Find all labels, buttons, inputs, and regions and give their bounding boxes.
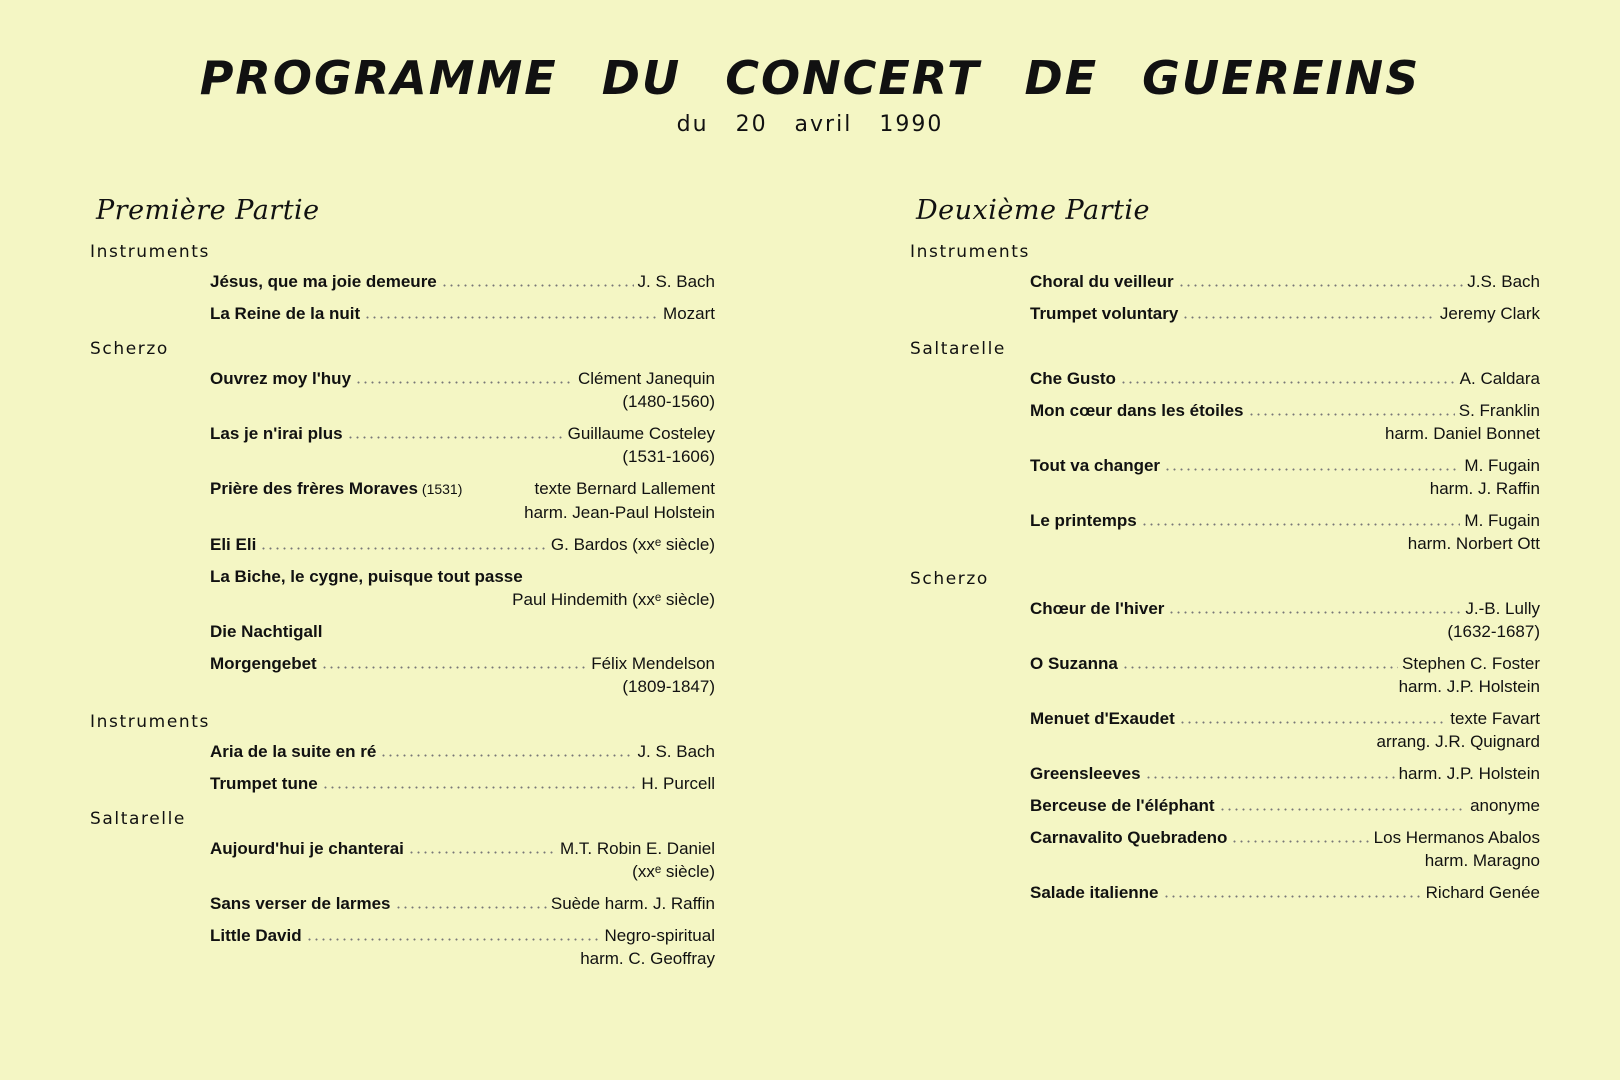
piece-title: Chœur de l'hiver — [1030, 599, 1165, 618]
composer-detail: harm. J.P. Holstein — [1398, 677, 1540, 696]
section-title: Instruments — [90, 712, 210, 732]
piece-line — [210, 892, 715, 915]
dot-leader — [322, 786, 638, 789]
composer: S. Franklin — [1458, 401, 1540, 420]
dot-leader — [408, 851, 556, 854]
piece-entry — [1030, 762, 1540, 785]
piece-title: Ouvrez moy l'huy — [210, 369, 352, 388]
piece-line — [1030, 597, 1540, 620]
piece-entry — [1030, 597, 1540, 643]
piece-entry — [210, 837, 715, 883]
dot-leader — [1219, 808, 1467, 811]
dot-leader — [260, 547, 547, 550]
piece-title: Berceuse de l'éléphant — [1030, 796, 1215, 815]
dot-leader — [1168, 611, 1461, 614]
composer-detail: (1632-1687) — [1447, 622, 1540, 641]
piece-year: (1531) — [421, 481, 463, 497]
section-title: Saltarelle — [910, 339, 1006, 359]
piece-title: Trumpet tune — [210, 774, 318, 793]
program-header — [0, 50, 1620, 137]
piece-title: Mon cœur dans les étoiles — [1030, 401, 1244, 420]
program-section — [90, 242, 715, 325]
part-title: Deuxième Partie — [916, 195, 1150, 226]
piece-entry — [1030, 509, 1540, 555]
piece-title: La Reine de la nuit — [210, 304, 361, 323]
composer: Richard Genée — [1425, 883, 1540, 902]
piece-entry — [1030, 270, 1540, 293]
section-title: Saltarelle — [90, 809, 186, 829]
piece-title: Prière des frères Moraves — [210, 479, 418, 498]
piece-line — [1030, 367, 1540, 390]
composer: texte Bernard Lallement — [534, 479, 715, 498]
piece-title: Che Gusto — [1030, 369, 1116, 388]
piece-entry — [210, 924, 715, 970]
piece-line — [210, 270, 715, 293]
piece-line — [1030, 794, 1540, 817]
piece-title: Little David — [210, 926, 302, 945]
composer: harm. J.P. Holstein — [1398, 764, 1540, 783]
piece-title: Salade italienne — [1030, 883, 1159, 902]
piece-line — [210, 620, 715, 643]
composer: J. S. Bach — [637, 272, 715, 291]
composer-detail: harm. J. Raffin — [1429, 479, 1540, 498]
composer: Stephen C. Foster — [1402, 654, 1540, 673]
piece-line — [210, 924, 715, 947]
piece-title: Tout va changer — [1030, 456, 1161, 475]
composer-detail: harm. Daniel Bonnet — [1385, 424, 1540, 443]
piece-line — [1030, 509, 1540, 532]
section-title: Instruments — [90, 242, 210, 262]
composer: J.S. Bach — [1467, 272, 1540, 291]
piece-entry — [1030, 367, 1540, 390]
piece-title: O Suzanna — [1030, 654, 1118, 673]
piece-title: Trumpet voluntary — [1030, 304, 1179, 323]
composer-detail: (1531-1606) — [622, 447, 715, 466]
part-title: Première Partie — [96, 195, 320, 226]
piece-line — [1030, 399, 1540, 422]
program-section — [910, 569, 1540, 904]
piece-title: Aria de la suite en ré — [210, 742, 377, 761]
piece-entry — [210, 892, 715, 915]
piece-title: Aujourd'hui je chanterai — [210, 839, 404, 858]
piece-entry — [1030, 826, 1540, 872]
piece-title: Le printemps — [1030, 511, 1137, 530]
composer: M. Fugain — [1464, 511, 1540, 530]
dot-leader — [1141, 523, 1461, 526]
dot-leader — [441, 284, 634, 287]
piece-entry — [210, 477, 715, 524]
dot-leader — [347, 436, 564, 439]
page-title: PROGRAMME DU CONCERT DE GUEREINS — [199, 51, 1421, 105]
dot-leader — [1179, 721, 1446, 724]
composer: Félix Mendelson — [591, 654, 715, 673]
piece-title: Greensleeves — [1030, 764, 1141, 783]
piece-line — [1030, 454, 1540, 477]
composer: J. S. Bach — [637, 742, 715, 761]
composer: Clément Janequin — [577, 369, 715, 388]
composer: texte Favart — [1450, 709, 1540, 728]
dot-leader — [1145, 776, 1395, 779]
program-section — [90, 712, 715, 795]
piece-entry — [1030, 881, 1540, 904]
composer-detail: harm. Maragno — [1424, 851, 1540, 870]
composer: G. Bardos (xxᵉ siècle) — [550, 535, 715, 554]
piece-line — [210, 565, 715, 588]
piece-title: Eli Eli — [210, 535, 257, 554]
dot-leader — [1122, 666, 1398, 669]
piece-title: La Biche, le cygne, puisque tout passe — [210, 567, 523, 586]
piece-line — [1030, 826, 1540, 849]
piece-title: Morgengebet — [210, 654, 317, 673]
piece-title: Menuet d'Exaudet — [1030, 709, 1175, 728]
composer-detail: (1809-1847) — [622, 677, 715, 696]
piece-entry — [1030, 794, 1540, 817]
piece-title: Sans verser de larmes — [210, 894, 391, 913]
piece-entry — [1030, 707, 1540, 753]
piece-line — [1030, 302, 1540, 325]
dot-leader — [1163, 895, 1422, 898]
composer: Guillaume Costeley — [567, 424, 715, 443]
piece-title: Carnavalito Quebradeno — [1030, 828, 1228, 847]
composer-detail: (xxᵉ siècle) — [632, 862, 715, 881]
piece-entry — [210, 772, 715, 795]
piece-title: Choral du veilleur — [1030, 272, 1174, 291]
dot-leader — [1178, 284, 1464, 287]
piece-entry — [1030, 399, 1540, 445]
composer-detail: harm. C. Geoffray — [580, 949, 715, 968]
piece-entry — [210, 620, 715, 643]
dot-leader — [380, 754, 633, 757]
piece-line — [210, 837, 715, 860]
piece-entry — [1030, 454, 1540, 500]
dot-leader — [395, 906, 547, 909]
composer: Mozart — [663, 304, 715, 323]
piece-entry — [210, 422, 715, 468]
section-title: Instruments — [910, 242, 1030, 262]
composer: Suède harm. J. Raffin — [550, 894, 715, 913]
section-title: Scherzo — [90, 339, 169, 359]
piece-line — [210, 477, 715, 501]
piece-line — [210, 740, 715, 763]
piece-line — [1030, 762, 1540, 785]
piece-entry — [210, 367, 715, 413]
composer: Jeremy Clark — [1439, 304, 1540, 323]
first-part-column — [90, 195, 715, 984]
composer-detail: Paul Hindemith (xxᵉ siècle) — [512, 590, 715, 609]
program-section — [910, 339, 1540, 555]
composer-detail: harm. Jean-Paul Holstein — [524, 503, 715, 522]
piece-entry — [210, 270, 715, 293]
piece-entry — [210, 652, 715, 698]
piece-entry — [1030, 302, 1540, 325]
composer: H. Purcell — [641, 774, 715, 793]
composer: M.T. Robin E. Daniel — [560, 839, 715, 858]
dot-leader — [364, 316, 659, 319]
piece-entry — [1030, 652, 1540, 698]
piece-line — [1030, 707, 1540, 730]
piece-line — [210, 367, 715, 390]
dot-leader — [1120, 381, 1456, 384]
piece-title: Die Nachtigall — [210, 622, 323, 641]
piece-title: Jésus, que ma joie demeure — [210, 272, 437, 291]
dot-leader — [1248, 413, 1455, 416]
piece-line — [210, 652, 715, 675]
program-section — [90, 809, 715, 970]
composer-detail: (1480-1560) — [622, 392, 715, 411]
dot-leader — [1164, 468, 1460, 471]
piece-line — [210, 422, 715, 445]
piece-line — [1030, 652, 1540, 675]
composer-detail: harm. Norbert Ott — [1407, 534, 1540, 553]
piece-line — [1030, 881, 1540, 904]
composer: M. Fugain — [1464, 456, 1540, 475]
piece-line — [210, 533, 715, 556]
second-part-column — [910, 195, 1540, 918]
dot-leader — [355, 381, 574, 384]
dot-leader — [1231, 840, 1369, 843]
piece-entry — [210, 302, 715, 325]
composer: Los Hermanos Abalos — [1373, 828, 1540, 847]
dot-leader — [321, 666, 587, 669]
composer: anonyme — [1470, 796, 1540, 815]
piece-entry — [210, 565, 715, 611]
dot-leader — [306, 938, 601, 941]
piece-entry — [210, 740, 715, 763]
piece-line — [1030, 270, 1540, 293]
piece-title: Las je n'irai plus — [210, 424, 343, 443]
program-section — [910, 242, 1540, 325]
dot-leader — [1182, 316, 1436, 319]
program-section — [90, 339, 715, 698]
concert-date: du 20 avril 1990 — [676, 112, 944, 137]
piece-line — [210, 772, 715, 795]
section-title: Scherzo — [910, 569, 989, 589]
piece-entry — [210, 533, 715, 556]
piece-line — [210, 302, 715, 325]
composer: Negro-spiritual — [604, 926, 715, 945]
composer-detail: arrang. J.R. Quignard — [1376, 732, 1540, 751]
composer: A. Caldara — [1459, 369, 1540, 388]
composer: J.-B. Lully — [1465, 599, 1540, 618]
